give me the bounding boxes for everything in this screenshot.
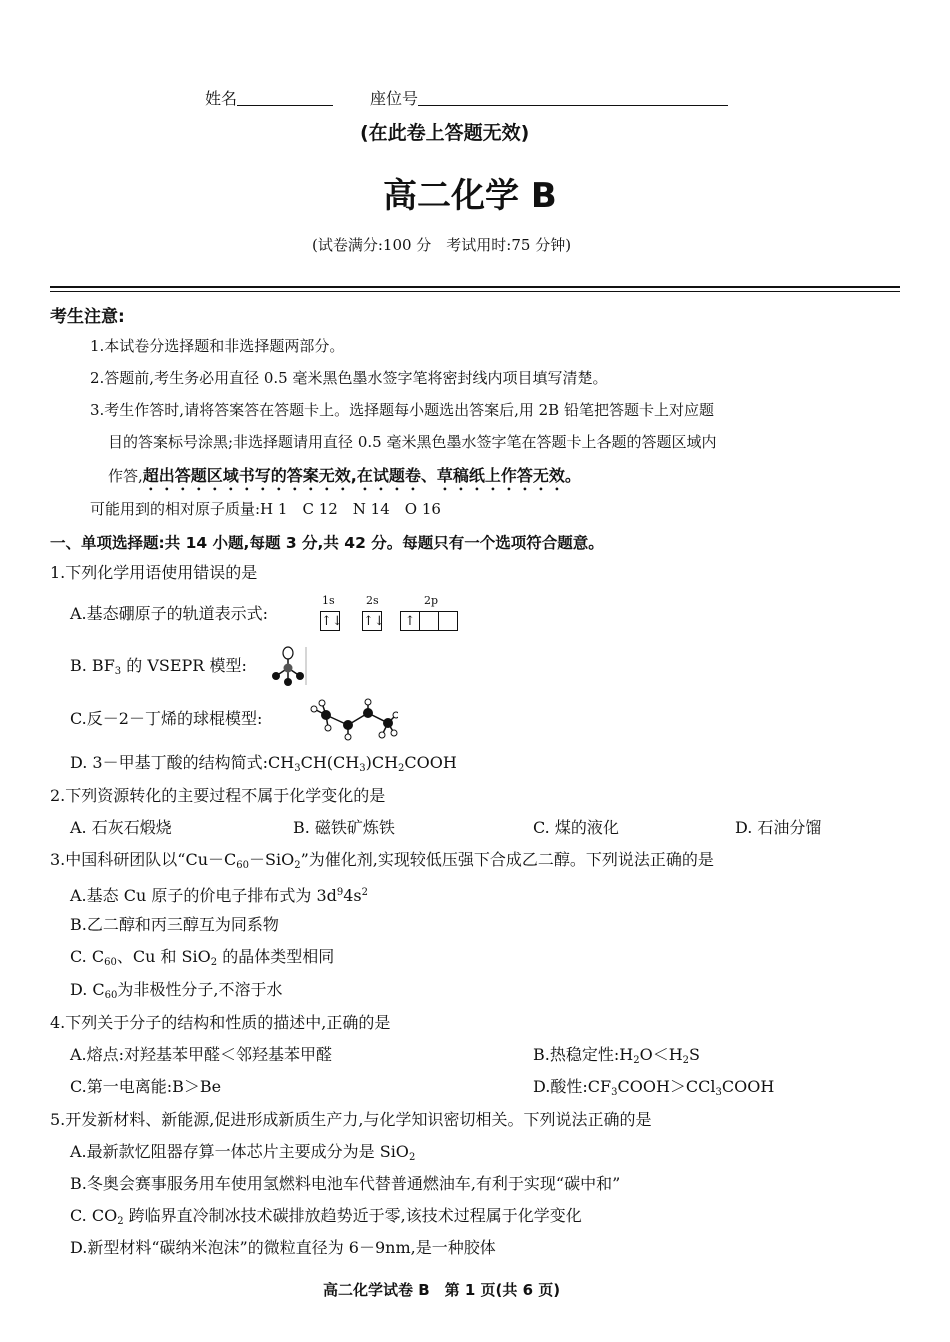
seat-blank[interactable] <box>418 87 728 106</box>
q4-option-c: C.第一电离能:B＞Be <box>70 1077 222 1096</box>
q2-option-b: B. 磁铁矿炼铁 <box>293 818 395 837</box>
q4-option-b: B.热稳定性$:H_2O<H_2S$ <box>533 1045 700 1066</box>
bf3-vsepr-model-icon <box>270 645 310 687</box>
notice-item-1: 1.本试卷分选择题和非选择题两部分。 <box>90 337 345 355</box>
page-footer: 高二化学试卷 B 第 1 页(共 6 页) <box>323 1281 561 1299</box>
q3-stem: 3.中国科研团队以“$Cu-C_{60}-SiO_2$”为催化剂,实现较低压强下合成乙二醇。下列说法正确的是 <box>50 850 714 871</box>
orbital-2s <box>362 610 385 631</box>
trans-2-butene-ball-stick-icon <box>306 697 398 741</box>
q1-option-b: B. $BF_3$ 的 VSEPR 模型: <box>70 656 247 677</box>
q4-stem: 4.下列关于分子的结构和性质的描述中,正确的是 <box>50 1013 391 1032</box>
notice-item-3-plain: 作答, <box>108 467 143 485</box>
orbital-box-empty <box>438 611 458 631</box>
q3-option-b: B.乙二醇和丙三醇互为同系物 <box>70 915 279 934</box>
invalid-note: (在此卷上答题无效) <box>360 122 530 144</box>
page-title: 高二化学 B <box>383 176 557 216</box>
exam-info: (试卷满分:100 分 考试用时:75 分钟) <box>312 236 572 254</box>
notice-item-3-line-2: 目的答案标号涂黑;非选择题请用直径 0.5 毫米黑色墨水签字笔在答题卡上各题的答题区域内 <box>108 433 717 451</box>
notice-item-3-line-1: 3.考生作答时,请将答案答在答题卡上。选择题每小题选出答案后,用 2B 铅笔把答题卡上对应题 <box>90 401 714 419</box>
seat-label: 座位号 <box>370 89 419 108</box>
q5-option-b: B.冬奥会赛事服务用车使用氢燃料电池车代替普通燃油车,有利于实现“碳中和” <box>70 1174 621 1193</box>
name-blank[interactable] <box>237 87 333 106</box>
orbital-label-2p: 2p <box>424 594 439 607</box>
q1-option-c: C.反－2－丁烯的球棍模型: <box>70 709 263 728</box>
orbital-box: ↑↓ <box>320 611 340 631</box>
orbital-2p <box>400 610 458 631</box>
notice-item-3-emphasis: 超出答题区域书写的答案无效,在试题卷、草稿纸上作答无效。 <box>142 466 581 485</box>
orbital-label-2s: 2s <box>366 594 379 607</box>
header-rule-thick <box>50 286 900 288</box>
q2-option-a: A. 石灰石煅烧 <box>70 818 172 837</box>
q3-option-d: D. $C_{60}$为非极性分子,不溶于水 <box>70 980 283 1001</box>
orbital-box: ↑↓ <box>362 611 382 631</box>
q4-option-d: D.酸性$:CF_3COOH>CCl_3COOH$ <box>533 1077 775 1098</box>
q1-option-a: A.基态硼原子的轨道表示式: <box>70 604 269 623</box>
q2-stem: 2.下列资源转化的主要过程不属于化学变化的是 <box>50 786 386 805</box>
name-field[interactable] <box>205 86 333 109</box>
orbital-label-1s: 1s <box>322 594 335 607</box>
name-label: 姓名 <box>205 89 238 108</box>
q3-option-c: C. $C_{60}$、Cu 和 SiO$_2$ 的晶体类型相同 <box>70 947 335 968</box>
q5-option-c: C. $CO_2$ 跨临界直冷制冰技术碳排放趋势近于零,该技术过程属于化学变化 <box>70 1206 582 1227</box>
q1-stem: 1.下列化学用语使用错误的是 <box>50 563 258 582</box>
q5-option-d: D.新型材料“碳纳米泡沫”的微粒直径为 6－9nm,是一种胶体 <box>70 1238 496 1257</box>
header-rule-thin <box>50 291 900 292</box>
q3-option-a: A.基态 Cu 原子的价电子排布式为 $3d^94s^2$ <box>70 886 369 905</box>
q2-option-c: C. 煤的液化 <box>533 818 619 837</box>
notice-item-2: 2.答题前,考生务必用直径 0.5 毫米黑色墨水签字笔将密封线内项目填写清楚。 <box>90 369 608 387</box>
seat-field[interactable] <box>370 86 728 109</box>
orbital-box: ↑ <box>400 611 420 631</box>
atomic-mass-line: 可能用到的相对原子质量:H 1 C 12 N 14 O 16 <box>90 500 441 518</box>
q5-stem: 5.开发新材料、新能源,促进形成新质生产力,与化学知识密切相关。下列说法正确的是 <box>50 1110 652 1129</box>
notice-heading: 考生注意: <box>50 307 125 327</box>
q4-option-a: A.熔点:对羟基苯甲醛＜邻羟基苯甲醛 <box>70 1045 333 1064</box>
q5-option-a: A.最新款忆阻器存算一体芯片主要成分为是 SiO$_2$ <box>70 1142 416 1163</box>
notice-item-3-line-3 <box>108 463 581 494</box>
orbital-1s <box>320 610 343 631</box>
q1-option-d: D. 3－甲基丁酸的结构简式$:CH_3CH(CH_3)CH_2COOH$ <box>70 753 457 774</box>
orbital-box-empty <box>419 611 439 631</box>
q2-option-d: D. 石油分馏 <box>735 818 822 837</box>
section-heading: 一、单项选择题:共 14 小题,每题 3 分,共 42 分。每题只有一个选项符合题意。 <box>50 534 604 552</box>
